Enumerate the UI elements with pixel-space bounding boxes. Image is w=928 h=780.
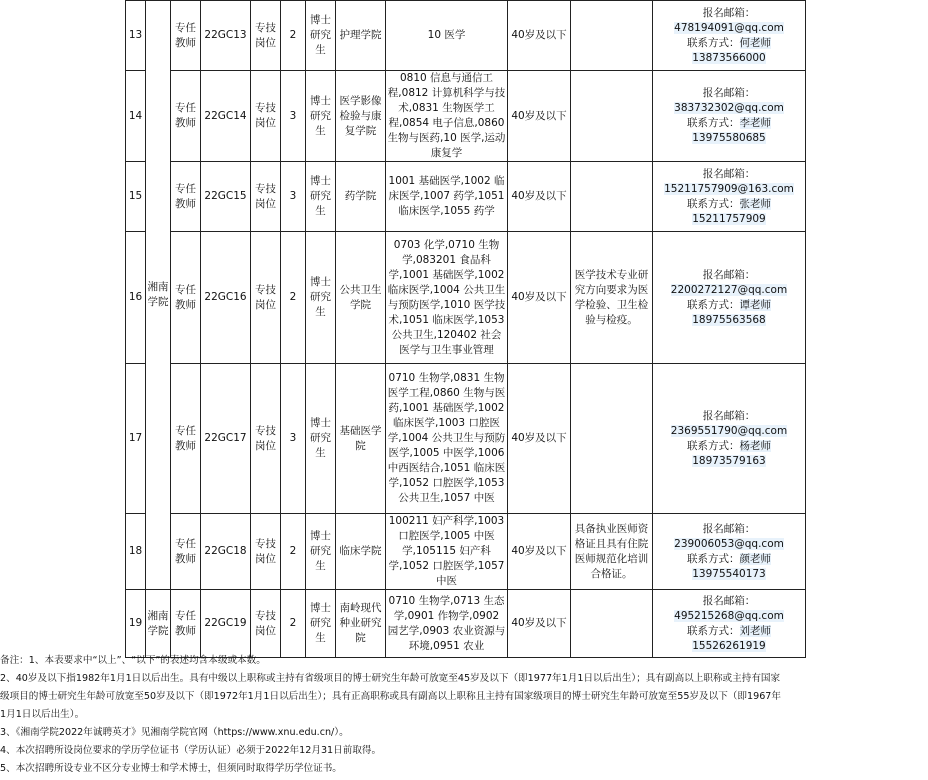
other-requirements: [571, 162, 653, 232]
post-code: 22GC14: [201, 71, 251, 162]
table-row: [126, 590, 806, 658]
contact-label: 联系方式：: [687, 298, 740, 311]
education: 博士研究生: [306, 590, 336, 658]
post-code: 22GC16: [201, 232, 251, 364]
note-line: 级项目的博士研究生年龄可放宽至50岁及以下（即1972年1月1日以后出生）；具有正高职称或具有副高以上职称且主持有国家级项目的博士研究生年龄可放宽至55岁及以下（即1967年: [0, 691, 781, 702]
recruitment-table: [125, 0, 806, 658]
post-code: 22GC18: [201, 514, 251, 590]
table-row: [126, 71, 806, 162]
other-requirements: 医学技术专业研究方向要求为医学检验、卫生检验与检疫。: [571, 232, 653, 364]
contact-label: 联系方式：: [687, 552, 740, 565]
row-number: 15: [126, 162, 146, 232]
post-category: 专技岗位: [251, 1, 281, 71]
row-number: 19: [126, 590, 146, 658]
post-count: 3: [281, 71, 306, 162]
table-row: [126, 364, 806, 514]
major: 0710 生物学,0713 生态学,0901 作物学,0902 园艺学,0903 农业资源与环境,0951 农业: [386, 590, 508, 658]
row-number: 17: [126, 364, 146, 514]
table-row: [126, 162, 806, 232]
contact-label: 联系方式：: [687, 624, 740, 637]
note-line: 1月1日以后出生）。: [0, 709, 85, 720]
email: 383732302@qq.com: [674, 102, 784, 114]
notes-section: [0, 652, 928, 778]
unit-cell: 湘南学院: [146, 1, 171, 590]
education: 博士研究生: [306, 232, 336, 364]
education: 博士研究生: [306, 71, 336, 162]
major: 0710 生物学,0831 生物医学工程,0860 生物与医药,1001 基础医学,1002 临床医学,1003 口腔医学,1004 公共卫生与预防医学,1005 中医学,1006 中西医结合,1051 临床医学,1052 口腔医学,1053 公共卫生,1057 中医: [386, 364, 508, 514]
post-count: 2: [281, 232, 306, 364]
email-label: 报名邮箱：: [702, 268, 756, 281]
education: 博士研究生: [306, 1, 336, 71]
post-category: 专技岗位: [251, 514, 281, 590]
college: 医学影像检验与康复学院: [336, 71, 386, 162]
email: 15211757909@163.com: [664, 182, 794, 195]
age-limit: 40岁及以下: [508, 162, 571, 232]
note-line: 备注：1、本表要求中“以上”、“以下”的表述均含本级或本数。: [0, 655, 266, 666]
post-code: 22GC15: [201, 162, 251, 232]
email-label: 报名邮箱：: [702, 6, 756, 19]
email: 2369551790@qq.com: [670, 424, 788, 437]
table-row: [126, 232, 806, 364]
major: 10 医学: [386, 1, 508, 71]
college: 公共卫生学院: [336, 232, 386, 364]
contact: 张老师15211757909: [692, 197, 771, 225]
table-row: [126, 514, 806, 590]
contact-cell: [653, 232, 806, 364]
post-code: 22GC13: [201, 1, 251, 71]
contact-cell: [653, 590, 806, 658]
other-requirements: [571, 1, 653, 71]
contact: 何老师13873566000: [692, 36, 771, 64]
row-number: 16: [126, 232, 146, 364]
email-label: 报名邮箱：: [702, 87, 756, 99]
post-type: 专任教师: [171, 232, 201, 364]
post-count: 3: [281, 162, 306, 232]
contact: 颜老师13975540173: [692, 552, 771, 580]
email: 478194091@qq.com: [674, 21, 784, 34]
age-limit: 40岁及以下: [508, 1, 571, 71]
email-label: 报名邮箱：: [702, 167, 756, 180]
post-code: 22GC19: [201, 590, 251, 658]
email-label: 报名邮箱：: [702, 594, 756, 607]
post-type: 专任教师: [171, 162, 201, 232]
college: 基础医学院: [336, 364, 386, 514]
row-number: 14: [126, 71, 146, 162]
row-number: 13: [126, 1, 146, 71]
education: 博士研究生: [306, 514, 336, 590]
major: 1001 基础医学,1002 临床医学,1007 药学,1051 临床医学,1055 药学: [386, 162, 508, 232]
college: 临床学院: [336, 514, 386, 590]
contact-cell: [653, 162, 806, 232]
contact-cell: [653, 514, 806, 590]
education: 博士研究生: [306, 364, 336, 514]
post-category: 专技岗位: [251, 364, 281, 514]
contact-label: 联系方式：: [687, 117, 740, 129]
post-type: 专任教师: [171, 514, 201, 590]
major: 100211 妇产科学,1003 口腔医学,1005 中医学,105115 妇产科学,1052 口腔医学,1057 中医: [386, 514, 508, 590]
contact: 谭老师18975563568: [692, 298, 771, 326]
contact-cell: [653, 364, 806, 514]
post-type: 专任教师: [171, 590, 201, 658]
contact-cell: [653, 1, 806, 71]
post-type: 专任教师: [171, 364, 201, 514]
contact-label: 联系方式：: [687, 36, 740, 49]
email: 2200272127@qq.com: [670, 283, 788, 296]
post-type: 专任教师: [171, 1, 201, 71]
post-count: 2: [281, 590, 306, 658]
other-requirements: [571, 71, 653, 162]
email: 495215268@qq.com: [674, 609, 784, 622]
post-count: 2: [281, 1, 306, 71]
unit-cell: 湘南学院: [146, 590, 171, 658]
post-count: 3: [281, 364, 306, 514]
email-label: 报名邮箱：: [702, 409, 756, 422]
contact: 刘老师15526261919: [692, 624, 771, 652]
post-category: 专技岗位: [251, 71, 281, 162]
post-count: 2: [281, 514, 306, 590]
other-requirements: [571, 364, 653, 514]
age-limit: 40岁及以下: [508, 514, 571, 590]
table-row: [126, 1, 806, 71]
contact: 杨老师18973579163: [692, 439, 771, 467]
post-category: 专技岗位: [251, 162, 281, 232]
contact-label: 联系方式：: [687, 197, 740, 210]
age-limit: 40岁及以下: [508, 71, 571, 162]
email-label: 报名邮箱：: [702, 522, 756, 535]
note-line: 2、40岁及以下指1982年1月1日以后出生。具有中级以上职称或主持有省级项目的博士研究生年龄可放宽至45岁及以下（即1977年1月1日以后出生）；具有副高以上职称或主持有国家: [0, 673, 781, 684]
age-limit: 40岁及以下: [508, 364, 571, 514]
contact-label: 联系方式：: [687, 439, 740, 452]
education: 博士研究生: [306, 162, 336, 232]
other-requirements: 具备执业医师资格证且具有住院医师规范化培训合格证。: [571, 514, 653, 590]
post-type: 专任教师: [171, 71, 201, 162]
note-line: 4、本次招聘所设岗位要求的学历学位证书（学历认证）必须于2022年12月31日前取得。: [0, 745, 382, 756]
other-requirements: [571, 590, 653, 658]
contact-cell: [653, 71, 806, 162]
post-code: 22GC17: [201, 364, 251, 514]
age-limit: 40岁及以下: [508, 232, 571, 364]
major: 0703 化学,0710 生物学,083201 食品科学,1001 基础医学,1002 临床医学,1004 公共卫生与预防医学,1010 医学技术,1051 临床医学,1053 公共卫生,120402 社会医学与卫生事业管理: [386, 232, 508, 364]
college: 药学院: [336, 162, 386, 232]
contact: 李老师13975580685: [692, 117, 771, 144]
note-line: 5、本次招聘所设专业不区分专业博士和学术博士，但须同时取得学历学位证书。: [0, 763, 342, 774]
major: 0810 信息与通信工程,0812 计算机科学与技术,0831 生物医学工程,0854 电子信息,0860 生物与医药,10 医学,运动康复学: [386, 71, 508, 162]
post-category: 专技岗位: [251, 590, 281, 658]
college: 护理学院: [336, 1, 386, 71]
age-limit: 40岁及以下: [508, 590, 571, 658]
note-line: 3、《湘南学院2022年诚聘英才》见湘南学院官网（https://www.xnu.edu.cn/）。: [0, 727, 349, 738]
email: 239006053@qq.com: [674, 537, 784, 550]
college: 南岭现代种业研究院: [336, 590, 386, 658]
post-category: 专技岗位: [251, 232, 281, 364]
row-number: 18: [126, 514, 146, 590]
